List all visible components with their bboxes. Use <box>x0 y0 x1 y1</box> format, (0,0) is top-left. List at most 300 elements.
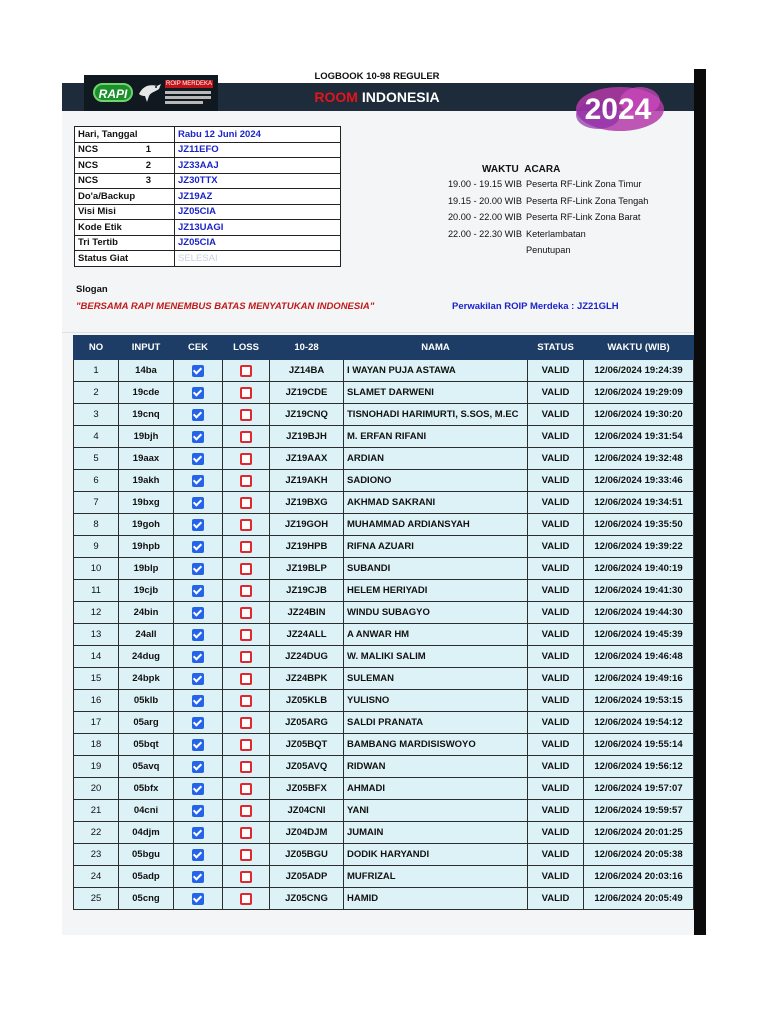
cell-cek <box>174 426 223 448</box>
table-row <box>74 734 694 756</box>
cell-nama: JUMAIN <box>344 822 528 844</box>
table-row <box>74 360 694 382</box>
cek-checkbox[interactable] <box>192 717 204 729</box>
cek-checkbox[interactable] <box>192 585 204 597</box>
table-row <box>74 536 694 558</box>
cell-status: VALID <box>528 712 584 734</box>
loss-checkbox[interactable] <box>240 607 252 619</box>
cell-input[interactable]: 19hpb <box>119 536 174 558</box>
cell-waktu: 12/06/2024 19:33:46 <box>584 470 694 492</box>
cell-nama: DODIK HARYANDI <box>344 844 528 866</box>
cell-cek <box>174 470 223 492</box>
schedule-time: 20.00 - 22.00 WIB <box>447 212 522 222</box>
cell-waktu: 12/06/2024 19:35:50 <box>584 514 694 536</box>
cell-no: 22 <box>74 822 119 844</box>
cell-status: VALID <box>528 404 584 426</box>
loss-checkbox[interactable] <box>240 497 252 509</box>
cek-checkbox[interactable] <box>192 409 204 421</box>
cell-waktu: 12/06/2024 19:29:09 <box>584 382 694 404</box>
info-label: NCS <box>78 159 99 171</box>
rapi-logo <box>84 75 218 111</box>
cell-callsign: JZ19AKH <box>270 470 344 492</box>
cell-nama: ARDIAN <box>344 448 528 470</box>
cek-checkbox[interactable] <box>192 365 204 377</box>
info-label-cell <box>75 173 175 189</box>
cell-nama: RIDWAN <box>344 756 528 778</box>
cell-loss <box>223 844 270 866</box>
cell-input[interactable]: 04djm <box>119 822 174 844</box>
logbook-title: LOGBOOK 10-98 REGULER <box>314 71 440 82</box>
col-header-waktu[interactable]: WAKTU (WIB) <box>584 336 694 360</box>
schedule-activity-header: ACARA <box>524 164 561 175</box>
table-row <box>74 778 694 800</box>
cell-nama: RIFNA AZUARI <box>344 536 528 558</box>
cell-cek <box>174 822 223 844</box>
loss-checkbox[interactable] <box>240 673 252 685</box>
col-header-callsign[interactable]: 10-28 <box>270 336 344 360</box>
cell-cek <box>174 668 223 690</box>
cell-status: VALID <box>528 426 584 448</box>
loss-checkbox[interactable] <box>240 717 252 729</box>
cell-waktu: 12/06/2024 19:41:30 <box>584 580 694 602</box>
cell-input[interactable]: 24bpk <box>119 668 174 690</box>
cek-checkbox[interactable] <box>192 695 204 707</box>
loss-checkbox[interactable] <box>240 871 252 883</box>
cell-waktu: 12/06/2024 20:05:38 <box>584 844 694 866</box>
cell-loss <box>223 624 270 646</box>
cell-nama: I WAYAN PUJA ASTAWA <box>344 360 528 382</box>
cek-checkbox[interactable] <box>192 673 204 685</box>
cek-checkbox[interactable] <box>192 475 204 487</box>
cell-waktu: 12/06/2024 19:24:39 <box>584 360 694 382</box>
cell-no: 8 <box>74 514 119 536</box>
cell-input[interactable]: 19bxg <box>119 492 174 514</box>
cell-callsign: JZ05BGU <box>270 844 344 866</box>
cell-status: VALID <box>528 624 584 646</box>
cell-input[interactable]: 19cde <box>119 382 174 404</box>
cell-nama: SULEMAN <box>344 668 528 690</box>
info-table <box>74 126 341 267</box>
cell-callsign: JZ19CNQ <box>270 404 344 426</box>
cell-status: VALID <box>528 844 584 866</box>
cell-callsign: JZ04DJM <box>270 822 344 844</box>
loss-checkbox[interactable] <box>240 805 252 817</box>
cell-cek <box>174 800 223 822</box>
cell-input[interactable]: 05avq <box>119 756 174 778</box>
schedule-header <box>482 164 560 175</box>
cell-loss <box>223 866 270 888</box>
info-value[interactable]: JZ05CIA <box>175 235 341 251</box>
cell-no: 7 <box>74 492 119 514</box>
table-row <box>74 448 694 470</box>
cell-callsign: JZ19BJH <box>270 426 344 448</box>
col-header-cek[interactable]: CEK <box>174 336 223 360</box>
info-row <box>75 173 341 189</box>
cell-cek <box>174 646 223 668</box>
room-title <box>222 89 532 105</box>
table-row <box>74 712 694 734</box>
loss-checkbox[interactable] <box>240 453 252 465</box>
table-row <box>74 492 694 514</box>
cell-input[interactable]: 24all <box>119 624 174 646</box>
schedule-activity: Keterlambatan <box>526 228 586 239</box>
info-label: NCS <box>78 144 99 156</box>
cell-input[interactable]: 19blp <box>119 558 174 580</box>
cell-no: 13 <box>74 624 119 646</box>
table-row <box>74 822 694 844</box>
cek-checkbox[interactable] <box>192 387 204 399</box>
cell-loss <box>223 426 270 448</box>
cell-no: 4 <box>74 426 119 448</box>
cell-callsign: JZ24ALL <box>270 624 344 646</box>
info-row <box>75 235 341 251</box>
cell-waktu: 12/06/2024 19:30:20 <box>584 404 694 426</box>
cell-status: VALID <box>528 536 584 558</box>
perwakilan-roip: Perwakilan ROIP Merdeka : JZ21GLH <box>452 301 619 312</box>
cell-loss <box>223 470 270 492</box>
cell-cek <box>174 690 223 712</box>
loss-checkbox[interactable] <box>240 519 252 531</box>
cek-checkbox[interactable] <box>192 893 204 905</box>
schedule-row <box>422 242 570 258</box>
cell-cek <box>174 624 223 646</box>
info-row <box>75 220 341 236</box>
cell-callsign: JZ05BFX <box>270 778 344 800</box>
cek-checkbox[interactable] <box>192 739 204 751</box>
info-label-cell <box>75 204 175 220</box>
cell-cek <box>174 404 223 426</box>
cell-input[interactable]: 05klb <box>119 690 174 712</box>
table-row <box>74 756 694 778</box>
cek-checkbox[interactable] <box>192 497 204 509</box>
cell-callsign: JZ04CNI <box>270 800 344 822</box>
cell-no: 6 <box>74 470 119 492</box>
cell-loss <box>223 734 270 756</box>
cell-callsign: JZ05AVQ <box>270 756 344 778</box>
table-row <box>74 888 694 910</box>
cell-nama: YANI <box>344 800 528 822</box>
loss-checkbox[interactable] <box>240 893 252 905</box>
cell-input[interactable]: 19aax <box>119 448 174 470</box>
cell-no: 1 <box>74 360 119 382</box>
cell-nama: SALDI PRANATA <box>344 712 528 734</box>
cell-loss <box>223 778 270 800</box>
cell-no: 21 <box>74 800 119 822</box>
schedule-row <box>422 226 586 242</box>
cell-no: 12 <box>74 602 119 624</box>
loss-checkbox[interactable] <box>240 629 252 641</box>
cek-checkbox[interactable] <box>192 827 204 839</box>
table-row <box>74 866 694 888</box>
col-header-no[interactable]: NO <box>74 336 119 360</box>
cell-input[interactable]: 05bgu <box>119 844 174 866</box>
info-label-cell <box>75 189 175 205</box>
loss-checkbox[interactable] <box>240 739 252 751</box>
cell-cek <box>174 536 223 558</box>
sheet-right-edge <box>694 69 706 935</box>
table-row <box>74 624 694 646</box>
info-value[interactable]: Rabu 12 Juni 2024 <box>175 127 341 143</box>
slogan-label: Slogan <box>76 284 108 295</box>
schedule-activity: Penutupan <box>526 245 571 255</box>
loss-checkbox[interactable] <box>240 475 252 487</box>
loss-checkbox[interactable] <box>240 761 252 773</box>
cell-callsign: JZ05KLB <box>270 690 344 712</box>
schedule-time: 19.00 - 19.15 WIB <box>447 179 522 189</box>
schedule-time-header: WAKTU <box>482 164 519 175</box>
cell-status: VALID <box>528 580 584 602</box>
table-row <box>74 382 694 404</box>
room-title-white: INDONESIA <box>357 89 440 105</box>
year-2024-text: 2024 <box>584 93 652 126</box>
info-number: 2 <box>145 159 151 171</box>
cell-loss <box>223 492 270 514</box>
cek-checkbox[interactable] <box>192 431 204 443</box>
logo-text-line <box>165 96 211 99</box>
table-row <box>74 668 694 690</box>
cell-cek <box>174 866 223 888</box>
cell-nama: TISNOHADI HARIMURTI, S.SOS, M.EC <box>344 404 528 426</box>
col-header-nama[interactable]: NAMA <box>344 336 528 360</box>
cell-loss <box>223 360 270 382</box>
cell-cek <box>174 888 223 910</box>
cell-input[interactable]: 14ba <box>119 360 174 382</box>
cell-no: 16 <box>74 690 119 712</box>
cell-input[interactable]: 05arg <box>119 712 174 734</box>
cek-checkbox[interactable] <box>192 453 204 465</box>
cell-loss <box>223 888 270 910</box>
cell-status: VALID <box>528 888 584 910</box>
room-title-red: ROOM <box>314 89 358 105</box>
cell-loss <box>223 668 270 690</box>
cell-nama: W. MALIKI SALIM <box>344 646 528 668</box>
cell-waktu: 12/06/2024 19:57:07 <box>584 778 694 800</box>
cell-callsign: JZ24DUG <box>270 646 344 668</box>
schedule-row <box>422 193 648 209</box>
cell-no: 17 <box>74 712 119 734</box>
schedule-activity: Peserta RF-Link Zona Barat <box>526 212 641 222</box>
cell-status: VALID <box>528 822 584 844</box>
cell-loss <box>223 800 270 822</box>
loss-checkbox[interactable] <box>240 387 252 399</box>
cell-input[interactable]: 19cjb <box>119 580 174 602</box>
info-label: Status Giat <box>78 252 129 264</box>
table-row <box>74 646 694 668</box>
year-2024-logo <box>568 79 666 135</box>
cell-input[interactable]: 19akh <box>119 470 174 492</box>
cell-status: VALID <box>528 360 584 382</box>
info-value[interactable]: JZ30TTX <box>175 173 341 189</box>
cell-status: VALID <box>528 646 584 668</box>
cell-callsign: JZ14BA <box>270 360 344 382</box>
info-label-cell <box>75 220 175 236</box>
cek-checkbox[interactable] <box>192 761 204 773</box>
cell-waktu: 12/06/2024 19:31:54 <box>584 426 694 448</box>
cell-nama: MUFRIZAL <box>344 866 528 888</box>
loss-checkbox[interactable] <box>240 541 252 553</box>
cell-cek <box>174 778 223 800</box>
cek-checkbox[interactable] <box>192 805 204 817</box>
cell-input[interactable]: 05cng <box>119 888 174 910</box>
cell-waktu: 12/06/2024 20:03:16 <box>584 866 694 888</box>
cek-checkbox[interactable] <box>192 651 204 663</box>
loss-checkbox[interactable] <box>240 827 252 839</box>
loss-checkbox[interactable] <box>240 695 252 707</box>
cell-loss <box>223 712 270 734</box>
cell-waktu: 12/06/2024 19:40:19 <box>584 558 694 580</box>
cell-no: 11 <box>74 580 119 602</box>
cell-loss <box>223 448 270 470</box>
cell-nama: AKHMAD SAKRANI <box>344 492 528 514</box>
schedule-row <box>422 176 641 192</box>
cell-no: 3 <box>74 404 119 426</box>
slogan-text: "BERSAMA RAPI MENEMBUS BATAS MENYATUKAN INDONESIA" <box>76 301 375 312</box>
cell-input[interactable]: 05bfx <box>119 778 174 800</box>
info-label-cell <box>75 251 175 267</box>
logo-text-line <box>165 91 211 94</box>
section-divider <box>62 332 705 333</box>
table-row <box>74 844 694 866</box>
eagle-icon <box>137 80 163 106</box>
cell-no: 25 <box>74 888 119 910</box>
cell-status: VALID <box>528 756 584 778</box>
table-row <box>74 602 694 624</box>
info-value[interactable]: JZ33AAJ <box>175 158 341 174</box>
info-value[interactable]: JZ13UAGI <box>175 220 341 236</box>
cell-waktu: 12/06/2024 19:54:12 <box>584 712 694 734</box>
info-value[interactable]: JZ11EFO <box>175 142 341 158</box>
cell-waktu: 12/06/2024 19:39:22 <box>584 536 694 558</box>
loss-checkbox[interactable] <box>240 783 252 795</box>
cell-status: VALID <box>528 668 584 690</box>
table-row <box>74 514 694 536</box>
cell-no: 5 <box>74 448 119 470</box>
info-row <box>75 204 341 220</box>
cell-input[interactable]: 04cni <box>119 800 174 822</box>
loss-checkbox[interactable] <box>240 431 252 443</box>
info-label: Tri Tertib <box>78 237 118 249</box>
info-value[interactable]: JZ05CIA <box>175 204 341 220</box>
cell-callsign: JZ19GOH <box>270 514 344 536</box>
info-label-cell <box>75 235 175 251</box>
cell-loss <box>223 514 270 536</box>
cell-input[interactable]: 19cnq <box>119 404 174 426</box>
loss-checkbox[interactable] <box>240 651 252 663</box>
cell-callsign: JZ19BLP <box>270 558 344 580</box>
table-row <box>74 404 694 426</box>
loss-checkbox[interactable] <box>240 409 252 421</box>
cell-callsign: JZ24BIN <box>270 602 344 624</box>
table-row <box>74 800 694 822</box>
col-header-loss[interactable]: LOSS <box>223 336 270 360</box>
cell-input[interactable]: 19goh <box>119 514 174 536</box>
cell-waktu: 12/06/2024 19:44:30 <box>584 602 694 624</box>
cell-cek <box>174 756 223 778</box>
cell-nama: SLAMET DARWENI <box>344 382 528 404</box>
cell-no: 15 <box>74 668 119 690</box>
loss-checkbox[interactable] <box>240 563 252 575</box>
log-table-header-row <box>74 336 694 360</box>
info-row <box>75 189 341 205</box>
cek-checkbox[interactable] <box>192 871 204 883</box>
info-label-cell <box>75 127 175 143</box>
cell-no: 18 <box>74 734 119 756</box>
col-header-input[interactable]: INPUT <box>119 336 174 360</box>
schedule-time: 22.00 - 22.30 WIB <box>447 228 522 239</box>
cek-checkbox[interactable] <box>192 629 204 641</box>
cell-callsign: JZ05BQT <box>270 734 344 756</box>
col-header-status[interactable]: STATUS <box>528 336 584 360</box>
cell-cek <box>174 602 223 624</box>
cell-no: 14 <box>74 646 119 668</box>
cell-no: 10 <box>74 558 119 580</box>
cell-status: VALID <box>528 470 584 492</box>
cell-input[interactable]: 24dug <box>119 646 174 668</box>
schedule-time: 19.15 - 20.00 WIB <box>447 195 522 206</box>
cell-input[interactable]: 24bin <box>119 602 174 624</box>
cell-cek <box>174 448 223 470</box>
cell-input[interactable]: 19bjh <box>119 426 174 448</box>
cell-no: 2 <box>74 382 119 404</box>
cell-loss <box>223 404 270 426</box>
cell-input[interactable]: 05adp <box>119 866 174 888</box>
cell-waktu: 12/06/2024 19:53:15 <box>584 690 694 712</box>
info-number: 3 <box>145 175 151 187</box>
info-value[interactable]: JZ19AZ <box>175 189 341 205</box>
cell-loss <box>223 602 270 624</box>
loss-checkbox[interactable] <box>240 365 252 377</box>
cek-checkbox[interactable] <box>192 849 204 861</box>
logbook-sheet <box>62 69 705 935</box>
cell-cek <box>174 382 223 404</box>
cell-nama: HELEM HERIYADI <box>344 580 528 602</box>
loss-checkbox[interactable] <box>240 849 252 861</box>
info-label: Hari, Tanggal <box>78 128 138 140</box>
cell-cek <box>174 734 223 756</box>
info-label-cell <box>75 158 175 174</box>
table-row <box>74 470 694 492</box>
cell-cek <box>174 712 223 734</box>
info-label: Do'a/Backup <box>78 190 136 202</box>
cell-cek <box>174 558 223 580</box>
cell-callsign: JZ24BPK <box>270 668 344 690</box>
cell-callsign: JZ05ARG <box>270 712 344 734</box>
cell-waktu: 12/06/2024 19:34:51 <box>584 492 694 514</box>
cek-checkbox[interactable] <box>192 541 204 553</box>
cell-waktu: 12/06/2024 19:45:39 <box>584 624 694 646</box>
cek-checkbox[interactable] <box>192 607 204 619</box>
cell-status: VALID <box>528 558 584 580</box>
info-row <box>75 142 341 158</box>
table-row <box>74 580 694 602</box>
cell-nama: MUHAMMAD ARDIANSYAH <box>344 514 528 536</box>
cell-waktu: 12/06/2024 19:46:48 <box>584 646 694 668</box>
cell-loss <box>223 822 270 844</box>
info-row <box>75 158 341 174</box>
cell-nama: BAMBANG MARDISISWOYO <box>344 734 528 756</box>
cell-input[interactable]: 05bqt <box>119 734 174 756</box>
cek-checkbox[interactable] <box>192 783 204 795</box>
cell-loss <box>223 690 270 712</box>
loss-checkbox[interactable] <box>240 585 252 597</box>
cek-checkbox[interactable] <box>192 519 204 531</box>
info-value[interactable]: SELESAI <box>175 251 341 267</box>
info-row <box>75 127 341 143</box>
cell-loss <box>223 558 270 580</box>
cell-waktu: 12/06/2024 20:01:25 <box>584 822 694 844</box>
cek-checkbox[interactable] <box>192 563 204 575</box>
cell-status: VALID <box>528 800 584 822</box>
